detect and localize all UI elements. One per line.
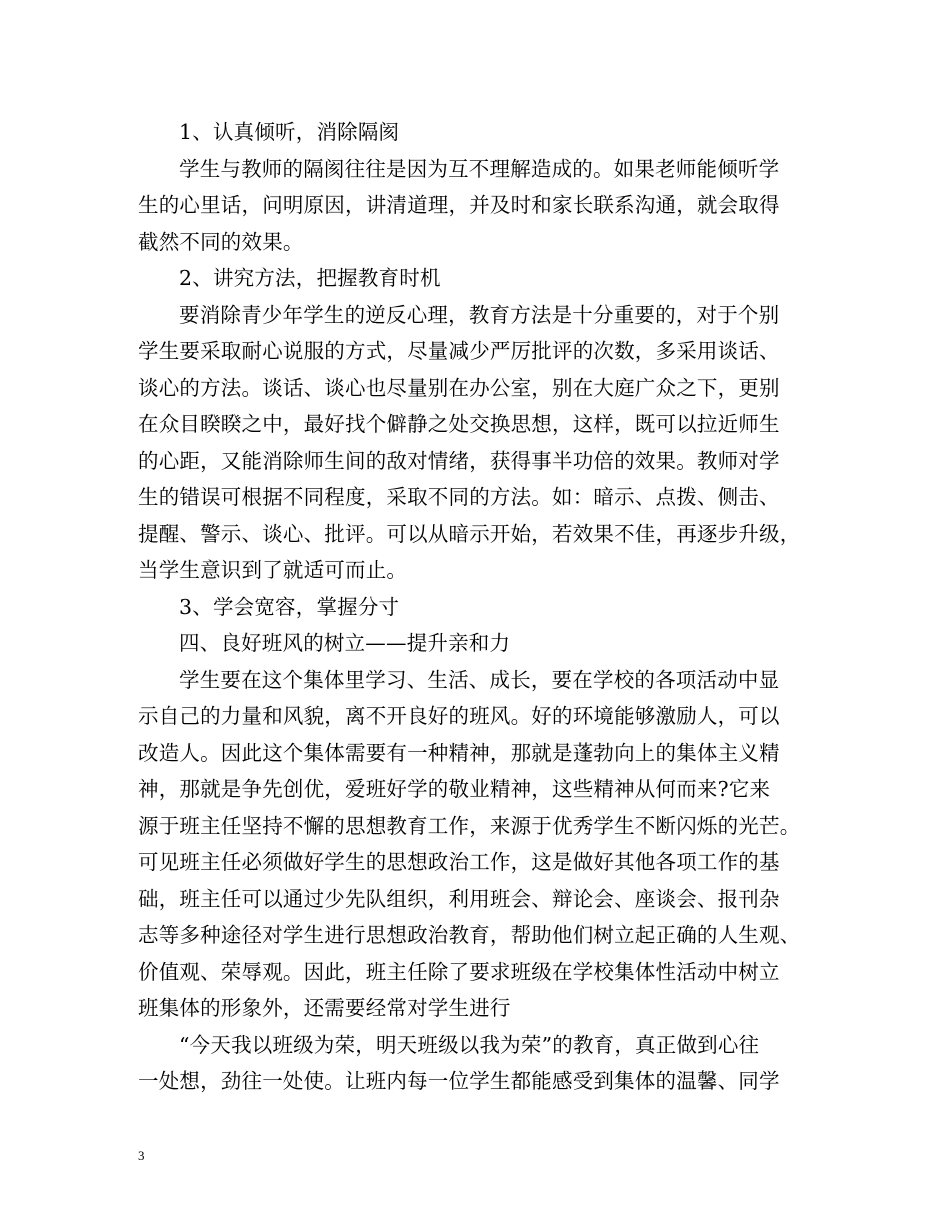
text-line: 的心距，又能消除师生间的敌对情绪，获得事半功倍的效果。教师对学	[138, 448, 780, 473]
text-line: 可见班主任必须做好学生的思想政治工作，这是做好其他各项工作的基	[138, 850, 780, 874]
text-line: 要消除青少年学生的逆反心理，教育方法是十分重要的，对于个别	[179, 302, 780, 327]
text-line: 志等多种途径对学生进行思想政治教育，帮助他们树立起正确的人生观、	[138, 923, 801, 947]
text-line: 班集体的形象外，还需要经常对学生进行	[138, 996, 511, 1020]
text-line: 在众目睽睽之中，最好找个僻静之处交换思想，这样，既可以拉近师生	[138, 412, 780, 436]
text-line: 生的心里话，问明原因，讲清道理，并及时和家长联系沟通，就会取得	[138, 193, 780, 217]
document-body	[138, 114, 828, 1100]
text-line: 当学生意识到了就适可而止。	[138, 558, 408, 582]
text-line: 3、学会宽容，掌握分寸	[179, 594, 400, 619]
text-line: 学生与教师的隔阂往往是因为互不理解造成的。如果老师能倾听学	[179, 156, 780, 181]
text-line: 2、讲究方法，把握教育时机	[179, 266, 441, 290]
text-line: 源于班主任坚持不懈的思想教育工作，来源于优秀学生不断闪烁的光芒。	[138, 813, 801, 838]
text-line: 学生要在这个集体里学习、生活、成长，要在学校的各项活动中显	[179, 667, 780, 692]
text-line: 四、良好班风的树立——提升亲和力	[179, 631, 511, 655]
text-line: 神，那就是争先创优，爱班好学的敬业精神，这些精神从何而来?它来	[138, 777, 771, 801]
text-line: “今天我以班级为荣，明天班级以我为荣”的教育，真正做到心往	[179, 1032, 760, 1057]
text-line: 谈心的方法。谈话、谈心也尽量别在办公室，别在大庭广众之下，更别	[138, 375, 780, 400]
text-line: 1、认真倾听，消除隔阂	[179, 120, 400, 144]
text-line: 学生要采取耐心说服的方式，尽量减少严厉批评的次数，多采用谈话、	[138, 339, 780, 363]
text-line: 改造人。因此这个集体需要有一种精神，那就是蓬勃向上的集体主义精	[138, 740, 780, 765]
page-number: 3	[138, 1148, 145, 1163]
text-line: 截然不同的效果。	[138, 229, 304, 254]
text-line: 一处想，劲往一处使。让班内每一位学生都能感受到集体的温馨、同学	[138, 1069, 780, 1093]
text-line: 础，班主任可以通过少先队组织，利用班会、辩论会、座谈会、报刊杂	[138, 886, 780, 911]
text-line: 提醒、警示、谈心、批评。可以从暗示开始，若效果不佳，再逐步升级，	[138, 521, 801, 546]
text-line: 示自己的力量和风貌，离不开良好的班风。好的环境能够激励人，可以	[138, 704, 780, 728]
text-line: 生的错误可根据不同程度，采取不同的方法。如：暗示、点拨、侧击、	[138, 485, 780, 509]
text-line: 价值观、荣辱观。因此，班主任除了要求班级在学校集体性活动中树立	[138, 959, 780, 984]
